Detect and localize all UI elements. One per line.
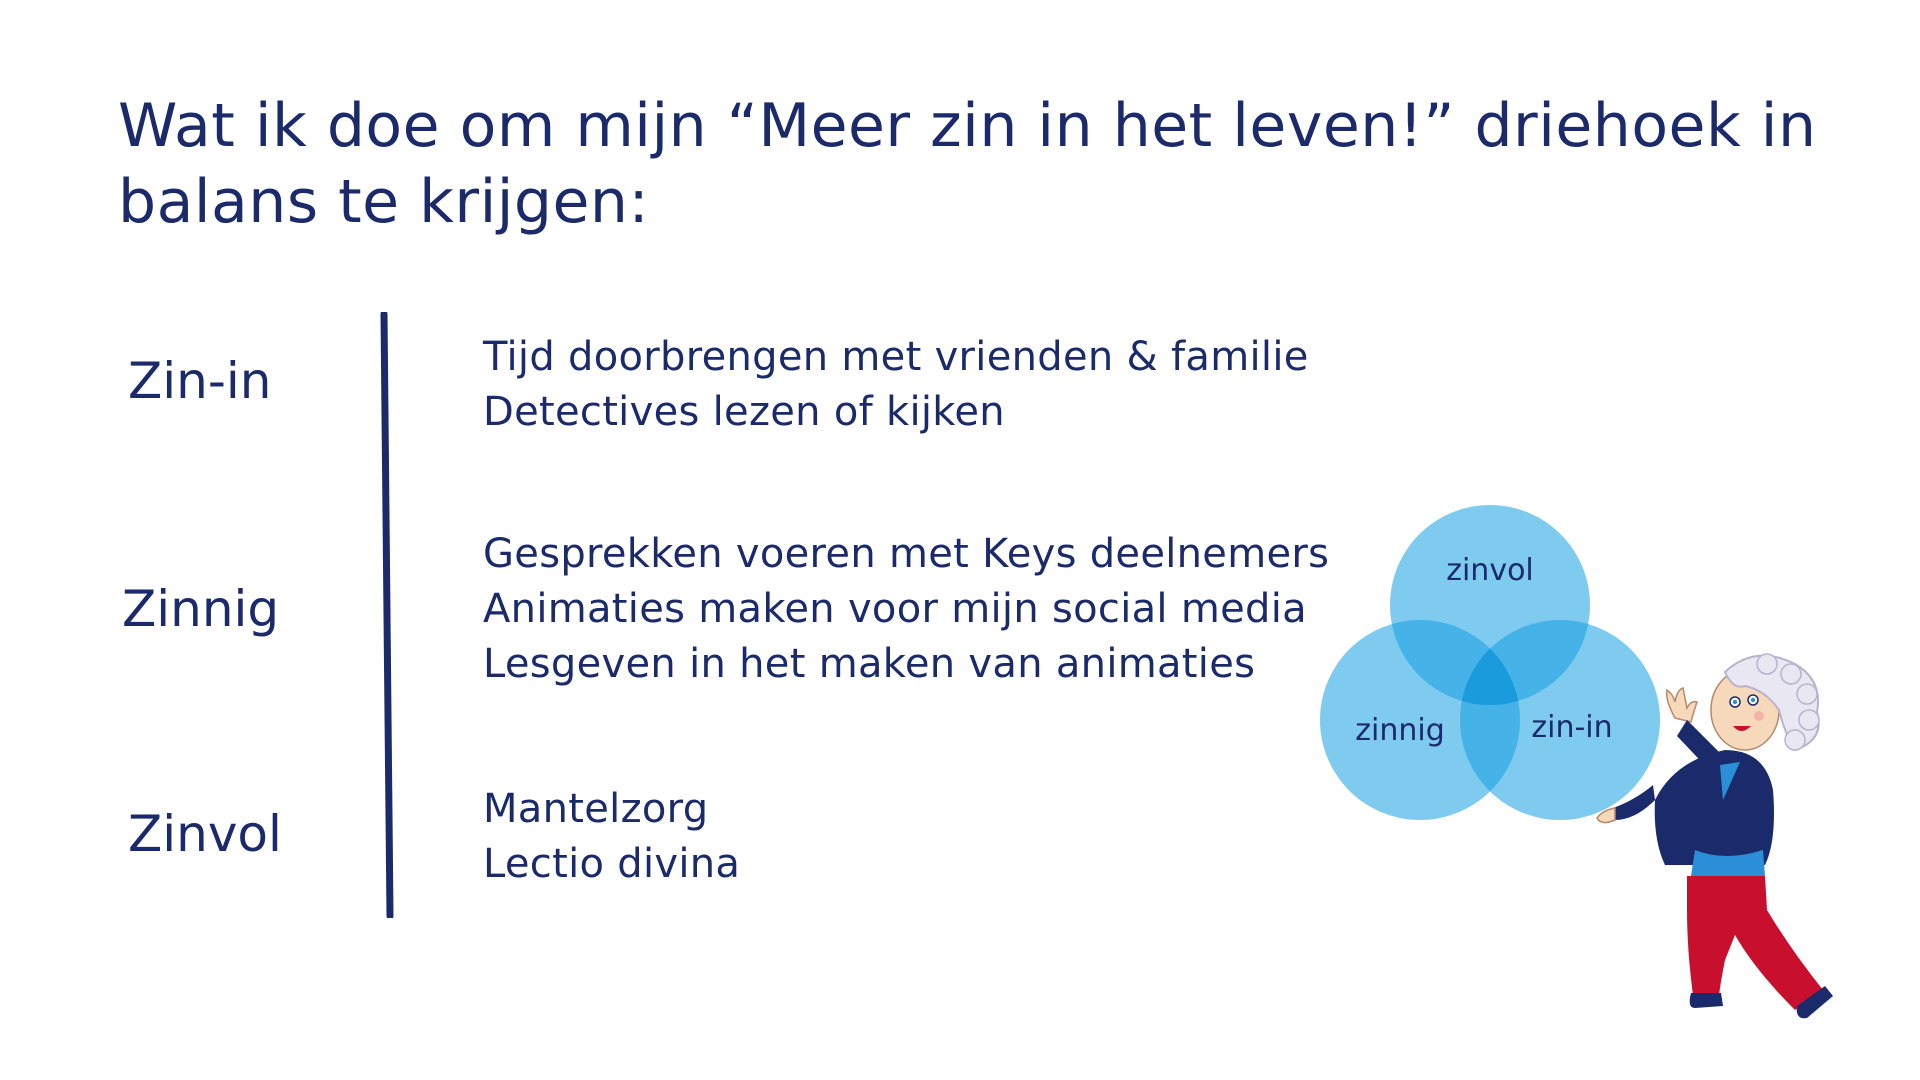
activity-item: Mantelzorg <box>483 786 709 832</box>
activity-group-zin-in <box>483 330 1423 440</box>
category-label-zinvol: Zinvol <box>128 805 282 863</box>
category-label-zin-in: Zin-in <box>128 352 272 410</box>
activity-item: Lectio divina <box>483 841 741 887</box>
activity-item: Animaties maken voor mijn social media <box>483 586 1307 632</box>
activity-item: Lesgeven in het maken van animaties <box>483 641 1256 687</box>
activity-item: Detectives lezen of kijken <box>483 389 1005 435</box>
venn-label-zinvol: zinvol <box>1446 553 1534 588</box>
activity-group-zinnig <box>483 527 1423 692</box>
elderly-woman-illustration <box>1595 650 1855 1030</box>
venn-label-zinnig: zinnig <box>1355 713 1445 748</box>
venn-label-zin-in: zin-in <box>1531 710 1613 745</box>
activity-group-zinvol <box>483 782 1423 892</box>
category-label-zinnig: Zinnig <box>122 580 280 638</box>
activity-item: Gesprekken voeren met Keys deelnemers <box>483 531 1330 577</box>
vertical-divider <box>380 312 400 918</box>
slide-title: Wat ik doe om mijn “Meer zin in het leven!” driehoek in balans te krijgen: <box>118 91 1817 237</box>
activity-item: Tijd doorbrengen met vrienden & familie <box>483 334 1309 380</box>
